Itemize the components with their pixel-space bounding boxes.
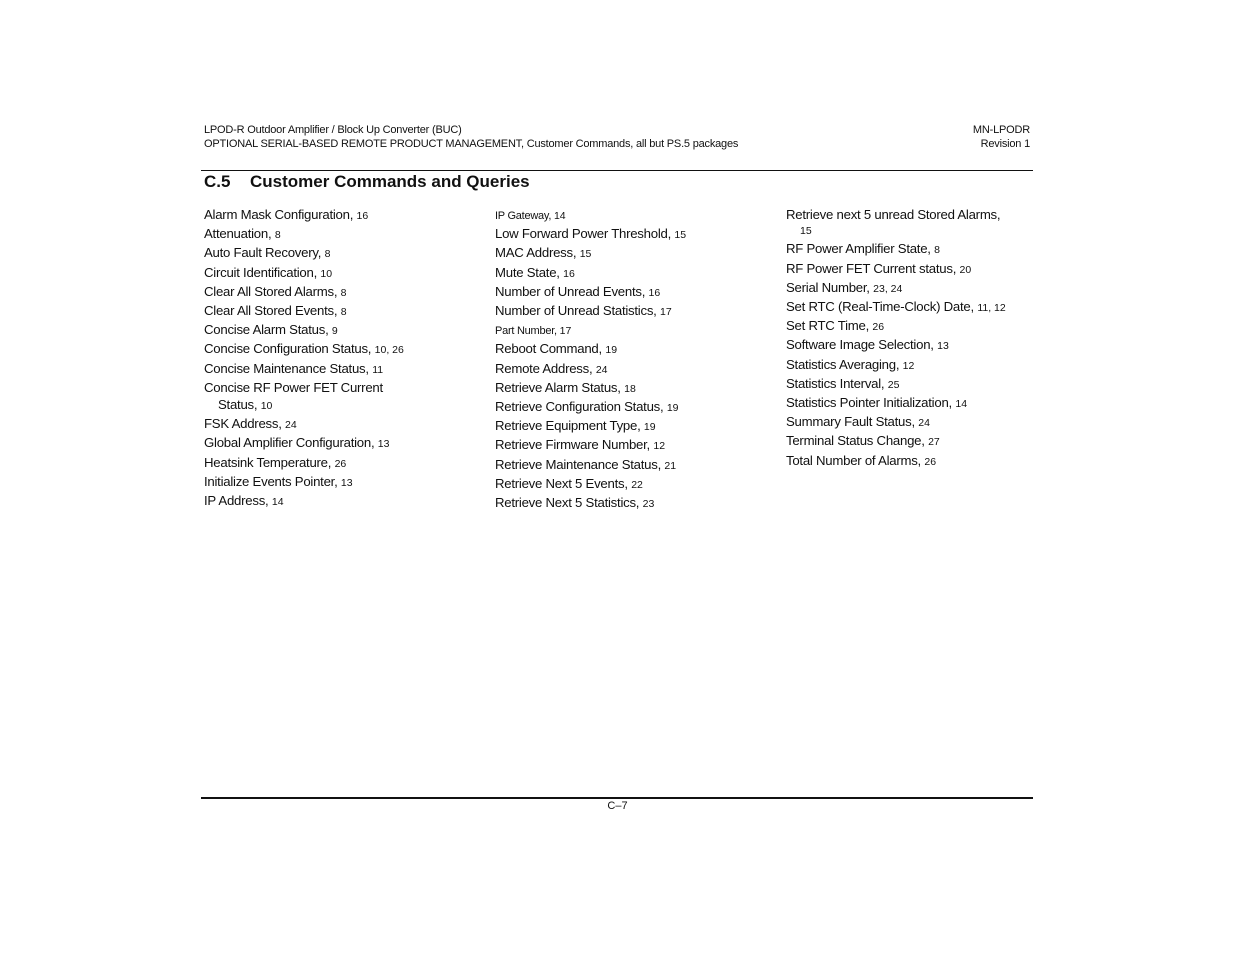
index-page-ref: 16 (648, 286, 661, 299)
index-entry (204, 264, 476, 283)
page-number: C–7 (607, 800, 628, 812)
index-term: Statistics Pointer Initialization, (786, 395, 956, 411)
index-term: Part Number, (495, 325, 560, 338)
index-entry (786, 432, 1036, 451)
index-page-ref: 24 (918, 417, 930, 430)
index-page-ref: 13 (340, 476, 353, 489)
section-title: Customer Commands and Queries (250, 172, 530, 191)
index-entry (786, 375, 1036, 394)
index-page-ref: 26 (872, 321, 885, 334)
index-entry (204, 283, 476, 302)
index-entry (204, 225, 476, 244)
index-term: Initialize Events Pointer, (204, 473, 341, 489)
index-page-ref: 8 (274, 229, 281, 242)
index-page-ref: 21 (664, 459, 677, 472)
index-page-ref: 13 (937, 340, 949, 353)
index-entry (495, 417, 767, 436)
index-term: Remote Address, (495, 360, 596, 376)
index-page-ref: 11 (372, 363, 384, 376)
index-page-ref: 15 (579, 248, 592, 261)
index-entry (495, 340, 767, 359)
index-term-continuation (204, 396, 476, 415)
index-page-ref: 19 (605, 344, 618, 357)
index-entry (495, 264, 767, 283)
index-entry (495, 283, 767, 302)
index-page-ref: 12 (653, 440, 666, 453)
index-entry (786, 279, 1036, 298)
index-term: FSK Address, (204, 416, 286, 432)
index-entry (204, 244, 476, 263)
index-entry (495, 360, 767, 379)
header-revision: Revision 1 (980, 138, 1030, 150)
index-term: Heatsink Temperature, (204, 454, 335, 470)
index-entry (204, 206, 476, 225)
index-term: Retrieve Alarm Status, (495, 379, 625, 395)
index-column-2 (495, 206, 767, 513)
index-term: Mute State, (495, 264, 564, 280)
index-entry (495, 244, 767, 263)
index-term: Summary Fault Status, (786, 414, 919, 430)
index-term: Statistics Interval, (786, 375, 888, 391)
index-entry (204, 321, 476, 340)
index-entry (786, 298, 1036, 317)
index-term: RF Power FET Current status, (786, 260, 960, 276)
index-entry (204, 454, 476, 473)
running-header-right (973, 123, 1030, 151)
index-term: RF Power Amplifier State, (786, 241, 935, 257)
index-entry (495, 436, 767, 455)
index-entry (495, 225, 767, 244)
index-page-ref: 15 (674, 229, 687, 242)
index-entry (495, 494, 767, 513)
index-entry (204, 302, 476, 321)
section-number: C.5 (204, 172, 231, 191)
index-entry (786, 356, 1036, 375)
index-page-ref: 11, 12 (977, 302, 1006, 315)
index-page-ref: 24 (595, 363, 608, 376)
index-term: Attenuation, (204, 226, 275, 242)
index-term: Retrieve Next 5 Events, (495, 475, 632, 491)
index-entry (204, 492, 476, 511)
index-page-ref: 26 (334, 457, 347, 470)
index-term: Retrieve Next 5 Statistics, (495, 495, 643, 511)
index-entry (204, 473, 476, 492)
section-heading (204, 172, 530, 192)
index-entry (204, 360, 476, 379)
index-entry (786, 336, 1036, 355)
index-entry (786, 413, 1036, 432)
index-entry (786, 240, 1036, 259)
index-term: Reboot Command, (495, 341, 606, 357)
index-term: Software Image Selection, (786, 337, 938, 353)
index-entry (495, 379, 767, 398)
index-term: Concise RF Power FET Current (204, 379, 383, 395)
index-entry (786, 317, 1036, 336)
index-term: Number of Unread Events, (495, 283, 649, 299)
index-term: Retrieve Configuration Status, (495, 399, 667, 415)
index-page-ref: 18 (624, 382, 636, 395)
header-document-title: LPOD-R Outdoor Amplifier / Block Up Converter (BUC) (204, 124, 462, 136)
index-entry (786, 260, 1036, 279)
index-term: Terminal Status Change, (786, 433, 929, 449)
index-term: Set RTC Time, (786, 318, 873, 334)
index-entry (204, 415, 476, 434)
index-term: Concise Configuration Status, (204, 341, 375, 357)
index-page-ref: 22 (631, 478, 643, 491)
index-entry (495, 398, 767, 417)
index-entry (495, 475, 767, 494)
index-term: Retrieve Maintenance Status, (495, 456, 665, 472)
index-entry (786, 206, 1036, 240)
index-entry (204, 434, 476, 453)
header-section-title: OPTIONAL SERIAL-BASED REMOTE PRODUCT MANAGEMENT, Customer Commands, all but PS.5 packages (204, 138, 739, 150)
index-entry (786, 394, 1036, 413)
index-term: IP Gateway, (495, 210, 554, 222)
index-page-ref: 10 (320, 267, 333, 280)
index-page-ref: 12 (902, 359, 915, 372)
index-page-ref: 16 (356, 210, 369, 222)
index-term: Retrieve Firmware Number, (495, 437, 654, 453)
index-page-ref: 26 (924, 455, 937, 468)
index-term: Number of Unread Statistics, (495, 303, 660, 319)
index-entry (495, 321, 767, 340)
index-term: Global Amplifier Configuration, (204, 435, 378, 451)
index-term: MAC Address, (495, 245, 580, 261)
index-term: Concise Maintenance Status, (204, 360, 373, 376)
index-term: Auto Fault Recovery, (204, 245, 325, 261)
index-entry (495, 206, 767, 225)
index-term: Statistics Averaging, (786, 356, 903, 372)
index-page-ref: 14 (271, 496, 284, 509)
index-term: Alarm Mask Configuration, (204, 207, 357, 222)
index-term: Concise Alarm Status, (204, 322, 332, 338)
index-entry (495, 456, 767, 475)
index-page-ref: 14 (955, 398, 968, 411)
index-page-ref: 25 (887, 378, 900, 391)
index-term: Retrieve Equipment Type, (495, 418, 644, 434)
index-page-ref: 19 (666, 402, 679, 415)
index-page-ref: 17 (660, 306, 672, 319)
index-page-ref: 19 (643, 421, 656, 434)
index-term: Low Forward Power Threshold, (495, 226, 675, 242)
index-page-ref: 20 (959, 263, 972, 276)
index-entry (495, 302, 767, 321)
index-page-ref: 8 (934, 244, 940, 257)
index-column-3 (786, 206, 1036, 471)
header-document-id: MN-LPODR (972, 124, 1030, 136)
index-column-1 (204, 206, 476, 511)
index-entry (204, 379, 476, 415)
index-entry (786, 452, 1036, 471)
index-page-ref: 24 (285, 419, 297, 432)
index-term: Retrieve next 5 unread Stored Alarms, (786, 207, 1001, 222)
index-page-ref: 14 (553, 210, 566, 222)
index-page-ref: 8 (340, 306, 347, 319)
index-term: Circuit Identification, (204, 264, 321, 280)
index-page-ref: 17 (559, 325, 572, 338)
index-term: Total Number of Alarms, (786, 452, 925, 468)
index-page-ref: 10, 26 (374, 344, 404, 357)
index-page-ref: 16 (563, 267, 575, 280)
index-term: Set RTC (Real-Time-Clock) Date, (786, 299, 978, 315)
index-term: Clear All Stored Alarms, (204, 283, 341, 299)
index-page-ref: 27 (928, 436, 940, 449)
index-entry (204, 340, 476, 359)
running-header-left (204, 123, 738, 151)
index-term-continuation-text: Status, (218, 397, 261, 413)
footer-divider (201, 797, 1033, 799)
index-page-ref: 13 (377, 438, 390, 451)
index-page-ref: 8 (324, 248, 331, 261)
index-page-ref: 15 (800, 225, 812, 238)
index-term: IP Address, (204, 493, 272, 509)
index-page-ref: 23, 24 (873, 282, 903, 295)
index-term: Clear All Stored Events, (204, 303, 341, 319)
index-page-ref: 9 (331, 325, 338, 338)
index-page-ref: 10 (260, 400, 273, 413)
index-term: Serial Number, (786, 279, 874, 295)
header-divider (201, 170, 1033, 171)
index-page-ref: 23 (642, 498, 655, 511)
index-page-ref: 8 (340, 286, 347, 299)
